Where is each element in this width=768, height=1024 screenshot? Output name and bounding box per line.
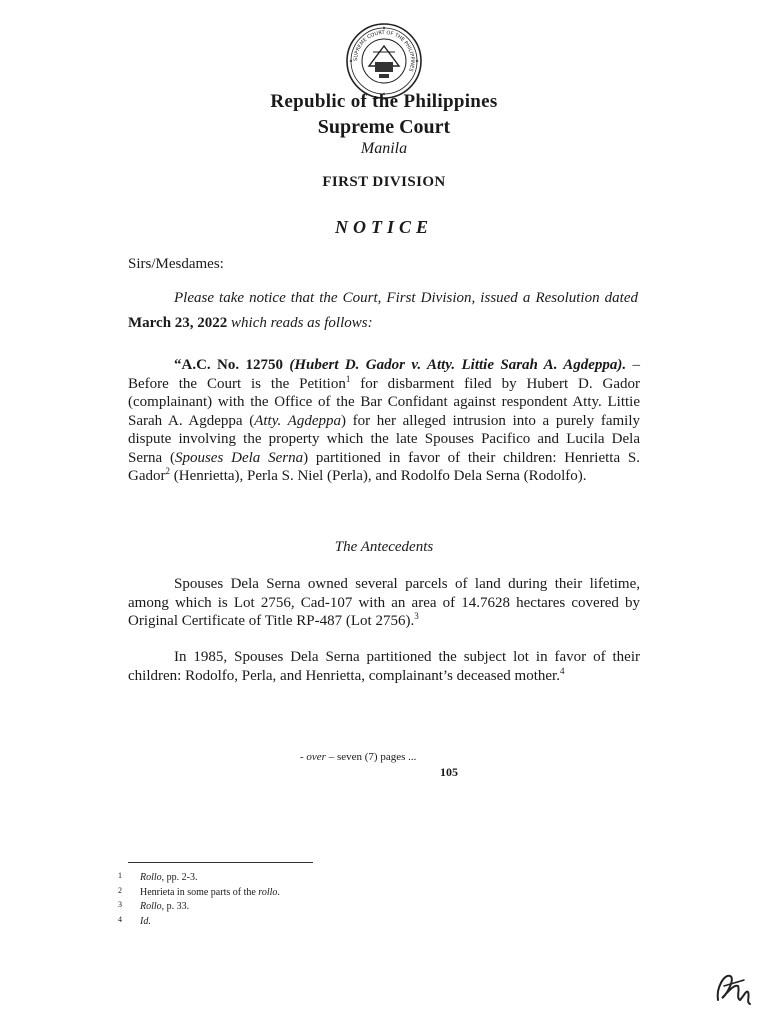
footnote-ref-2[interactable]: 2 <box>165 466 170 476</box>
continuation-note <box>300 751 416 763</box>
intro-text-1: Please take notice that the Court, First Division, issued a Resolution dated <box>174 290 638 306</box>
case-paragraph <box>128 356 640 486</box>
case-text-1: – Before the Court is the Petition <box>128 357 641 392</box>
handwritten-initial-icon <box>710 966 754 1010</box>
footnote-italic: Rollo <box>140 872 162 883</box>
division-heading: FIRST DIVISION <box>322 174 446 190</box>
case-title: (Hubert D. Gador v. Atty. Littie Sarah A. Agdeppa). <box>289 357 627 373</box>
supreme-court-seal-icon <box>345 22 423 100</box>
footnote-text: Henrieta in some parts of the <box>140 886 259 898</box>
intro-paragraph <box>128 286 638 336</box>
footnote-italic: Id. <box>140 915 151 927</box>
footnotes <box>118 870 280 928</box>
footnote-number: 3 <box>118 900 122 909</box>
antecedents-heading: The Antecedents <box>334 539 434 555</box>
footnote-2 <box>118 885 280 900</box>
case-text-3: ) for her alleged intrusion into a purely family dispute involving the property which the late Spouses Pacifico and Lucila Dela Serna ( <box>128 412 640 466</box>
footnote-ref-1[interactable]: 1 <box>345 373 351 384</box>
footnote-italic: rollo <box>258 886 278 898</box>
notice-title: NOTICE <box>334 217 433 237</box>
seal-text: SUPREME COURT OF THE PHILIPPINES <box>352 29 416 73</box>
footnote-number: 2 <box>118 885 122 895</box>
antecedents-paragraph-1 <box>128 575 640 631</box>
footnote-3 <box>118 899 280 914</box>
atty-short-name: Atty. Agdeppa <box>254 412 341 429</box>
footnote-ref-4[interactable]: 4 <box>559 665 565 676</box>
footnote-divider <box>128 862 313 863</box>
case-number: “A.C. No. 12750 <box>174 357 283 373</box>
footnote-number: 1 <box>118 871 122 880</box>
case-text-4: ) partitioned in favor of their children: Henrietta S. Gador <box>128 449 641 484</box>
over-prefix: - <box>300 751 307 763</box>
page-number: 105 <box>440 765 458 779</box>
paragraph3-text: In 1985, Spouses Dela Serna partitioned the subject lot in favor of their children: Rodolfo, Perla, and Henrietta, complainant’s deceased mother. <box>128 649 640 684</box>
antecedents-paragraph-2 <box>128 648 640 685</box>
over-word: over <box>306 751 326 763</box>
footnote-1 <box>118 870 280 885</box>
over-rest: – seven (7) pages ... <box>325 751 417 763</box>
resolution-date: March 23, 2022 <box>128 315 228 331</box>
republic-heading: Republic of the Philippines <box>270 91 498 112</box>
case-text-2: for disbarment filed by Hubert D. Gador (complainant) with the Office of the Bar Confidant against respondent Atty. Littie Sarah A. Agdeppa ( <box>128 375 640 429</box>
intro-text-2: which reads as follows: <box>231 315 373 331</box>
footnote-4 <box>118 914 280 929</box>
footnote-text: , pp. 2-3. <box>161 872 198 883</box>
footnote-ref-3[interactable]: 3 <box>414 611 419 621</box>
spouses-short-name: Spouses Dela Serna <box>174 449 304 466</box>
footnote-italic: Rollo <box>140 901 162 912</box>
footnote-text-end: . <box>277 886 280 898</box>
court-heading: Supreme Court <box>317 116 451 138</box>
city-heading: Manila <box>360 140 408 157</box>
footnote-text: , p. 33. <box>161 901 190 912</box>
salutation: Sirs/Mesdames: <box>128 256 224 272</box>
paragraph2-text: Spouses Dela Serna owned several parcels of land during their lifetime, among which is Lot 2756, Cad-107 with an area of 14.7628 hectares covered by Original Certificate of Title RP-487 (Lot 2756). <box>128 576 640 629</box>
case-text-5: (Henrietta), Perla S. Niel (Perla), and Rodolfo Dela Serna (Rodolfo). <box>170 468 587 484</box>
footnote-number: 4 <box>118 914 122 924</box>
